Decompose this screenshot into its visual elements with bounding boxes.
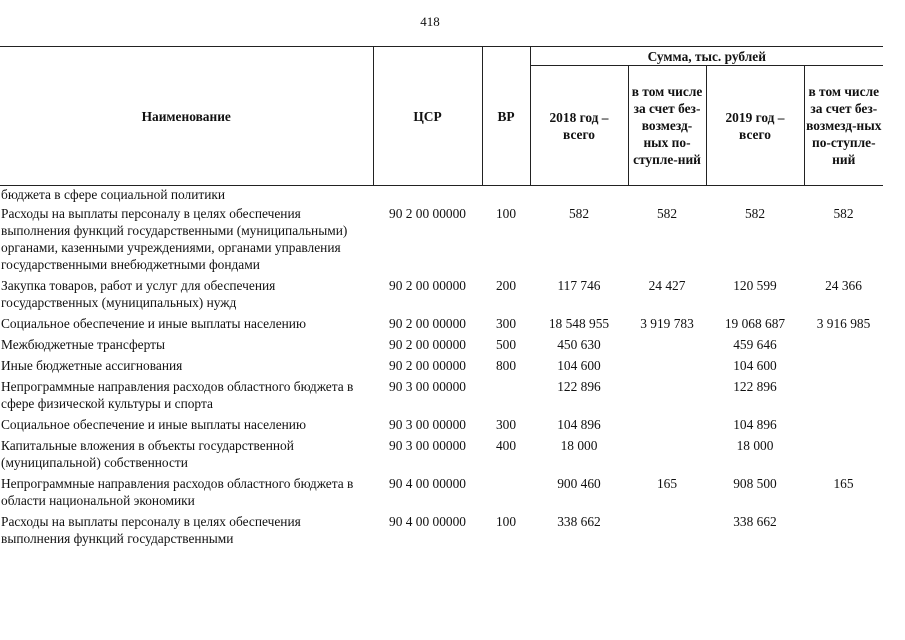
table-row bbox=[0, 205, 883, 277]
row-total-2019: 120 599 bbox=[733, 278, 777, 293]
row-total-2019 bbox=[706, 186, 804, 206]
header-gratuitous-2018: в том числе за счет без-возмезд-ных по-ступле-ний bbox=[628, 66, 706, 186]
table-row bbox=[0, 416, 883, 437]
row-gratuitous-2018 bbox=[628, 513, 706, 551]
row-name: Расходы на выплаты персоналу в целях обеспечения выполнения функций государственными bbox=[1, 514, 301, 546]
header-total-2019: 2019 год – всего bbox=[706, 66, 804, 186]
row-total-2018: 117 746 bbox=[557, 278, 601, 293]
row-total-2018: 18 000 bbox=[560, 438, 598, 453]
row-vr: 300 bbox=[495, 316, 517, 331]
row-gratuitous-2019: 582 bbox=[833, 206, 854, 221]
row-gratuitous-2018: 582 bbox=[656, 206, 678, 221]
row-name: Межбюджетные трансферты bbox=[1, 337, 165, 352]
row-gratuitous-2018 bbox=[628, 378, 706, 416]
row-csr: 90 3 00 00000 bbox=[389, 417, 466, 432]
row-total-2019: 19 068 687 bbox=[724, 316, 786, 331]
row-total-2019: 18 000 bbox=[736, 438, 774, 453]
row-gratuitous-2019 bbox=[804, 513, 883, 551]
row-csr: 90 2 00 00000 bbox=[389, 206, 466, 221]
row-name: бюджета в сфере социальной политики bbox=[1, 187, 226, 202]
row-vr: 200 bbox=[495, 278, 517, 293]
table-row bbox=[0, 378, 883, 416]
table-row bbox=[0, 357, 883, 378]
row-name: Расходы на выплаты персоналу в целях обеспечения выполнения функций государственными (муниципальными) органами, казенными учреждениями, органами управления государственными внебюджетными фондами bbox=[1, 206, 348, 272]
row-gratuitous-2019 bbox=[804, 378, 883, 416]
row-csr: 90 2 00 00000 bbox=[389, 358, 466, 373]
row-csr: 90 4 00 00000 bbox=[389, 476, 466, 491]
row-total-2018: 104 896 bbox=[557, 417, 601, 432]
budget-table-container bbox=[0, 46, 883, 551]
row-gratuitous-2018 bbox=[628, 416, 706, 437]
row-vr: 300 bbox=[495, 417, 517, 432]
row-gratuitous-2018: 3 919 783 bbox=[640, 316, 694, 331]
row-gratuitous-2019: 165 bbox=[833, 476, 854, 491]
row-total-2018: 18 548 955 bbox=[548, 316, 610, 331]
row-gratuitous-2018 bbox=[628, 357, 706, 378]
row-csr: 90 2 00 00000 bbox=[389, 278, 466, 293]
row-gratuitous-2018: 165 bbox=[656, 476, 678, 491]
row-total-2019: 582 bbox=[744, 206, 766, 221]
row-gratuitous-2019 bbox=[804, 437, 883, 475]
row-gratuitous-2019 bbox=[804, 186, 883, 206]
row-total-2019: 122 896 bbox=[733, 379, 777, 394]
row-total-2018: 122 896 bbox=[557, 379, 601, 394]
row-total-2018: 900 460 bbox=[557, 476, 601, 491]
row-total-2018: 338 662 bbox=[557, 514, 601, 529]
row-gratuitous-2019 bbox=[804, 336, 883, 357]
row-gratuitous-2018 bbox=[628, 336, 706, 357]
row-total-2019: 104 896 bbox=[733, 417, 777, 432]
row-gratuitous-2019 bbox=[804, 357, 883, 378]
row-gratuitous-2019 bbox=[804, 416, 883, 437]
row-name: Социальное обеспечение и иные выплаты населению bbox=[1, 316, 306, 331]
row-gratuitous-2018 bbox=[628, 186, 706, 206]
row-name: Социальное обеспечение и иные выплаты населению bbox=[1, 417, 306, 432]
row-vr bbox=[482, 475, 530, 513]
row-csr: 90 2 00 00000 bbox=[389, 316, 466, 331]
budget-table bbox=[0, 46, 883, 551]
table-header bbox=[0, 47, 883, 186]
row-vr: 100 bbox=[495, 206, 517, 221]
row-total-2019: 459 646 bbox=[733, 337, 777, 352]
page-number: 418 bbox=[420, 14, 440, 29]
row-name: Иные бюджетные ассигнования bbox=[1, 358, 183, 373]
row-gratuitous-2019: 24 366 bbox=[825, 278, 862, 293]
table-row bbox=[0, 315, 883, 336]
row-total-2018: 104 600 bbox=[557, 358, 601, 373]
header-name: Наименование bbox=[0, 47, 373, 186]
row-total-2019: 338 662 bbox=[733, 514, 777, 529]
header-csr: ЦСР bbox=[373, 47, 482, 186]
header-vr: ВР bbox=[482, 47, 530, 186]
row-csr: 90 3 00 00000 bbox=[389, 379, 466, 394]
row-vr bbox=[482, 186, 530, 206]
row-total-2019: 104 600 bbox=[733, 358, 777, 373]
row-total-2018: 450 630 bbox=[557, 337, 601, 352]
header-total-2018: 2018 год – всего bbox=[530, 66, 628, 186]
row-gratuitous-2019: 3 916 985 bbox=[816, 316, 871, 331]
row-csr bbox=[373, 186, 482, 206]
row-vr: 100 bbox=[495, 514, 517, 529]
row-total-2018: 582 bbox=[568, 206, 590, 221]
row-csr: 90 2 00 00000 bbox=[389, 337, 466, 352]
table-row bbox=[0, 277, 883, 315]
row-name: Капитальные вложения в объекты государственной (муниципальной) собственности bbox=[1, 438, 294, 470]
table-row bbox=[0, 437, 883, 475]
table-body bbox=[0, 186, 883, 552]
row-total-2019: 908 500 bbox=[733, 476, 777, 491]
header-sum-group: Сумма, тыс. рублей bbox=[530, 47, 883, 66]
table-row bbox=[0, 186, 883, 206]
row-vr bbox=[482, 378, 530, 416]
row-total-2018 bbox=[530, 186, 628, 206]
row-vr: 800 bbox=[495, 358, 517, 373]
row-gratuitous-2018: 24 427 bbox=[648, 278, 686, 293]
row-vr: 400 bbox=[495, 438, 517, 453]
row-name: Непрограммные направления расходов областного бюджета в сфере физической культуры и спорта bbox=[1, 379, 354, 411]
table-row bbox=[0, 513, 883, 551]
row-vr: 500 bbox=[495, 337, 517, 352]
row-csr: 90 4 00 00000 bbox=[389, 514, 466, 529]
table-row bbox=[0, 336, 883, 357]
row-name: Непрограммные направления расходов областного бюджета в области национальной экономики bbox=[1, 476, 354, 508]
row-csr: 90 3 00 00000 bbox=[389, 438, 466, 453]
table-row bbox=[0, 475, 883, 513]
row-gratuitous-2018 bbox=[628, 437, 706, 475]
header-gratuitous-2019: в том числе за счет без-возмезд-ных по-ступле-ний bbox=[804, 66, 883, 186]
row-name: Закупка товаров, работ и услуг для обеспечения государственных (муниципальных) нужд bbox=[1, 278, 276, 310]
